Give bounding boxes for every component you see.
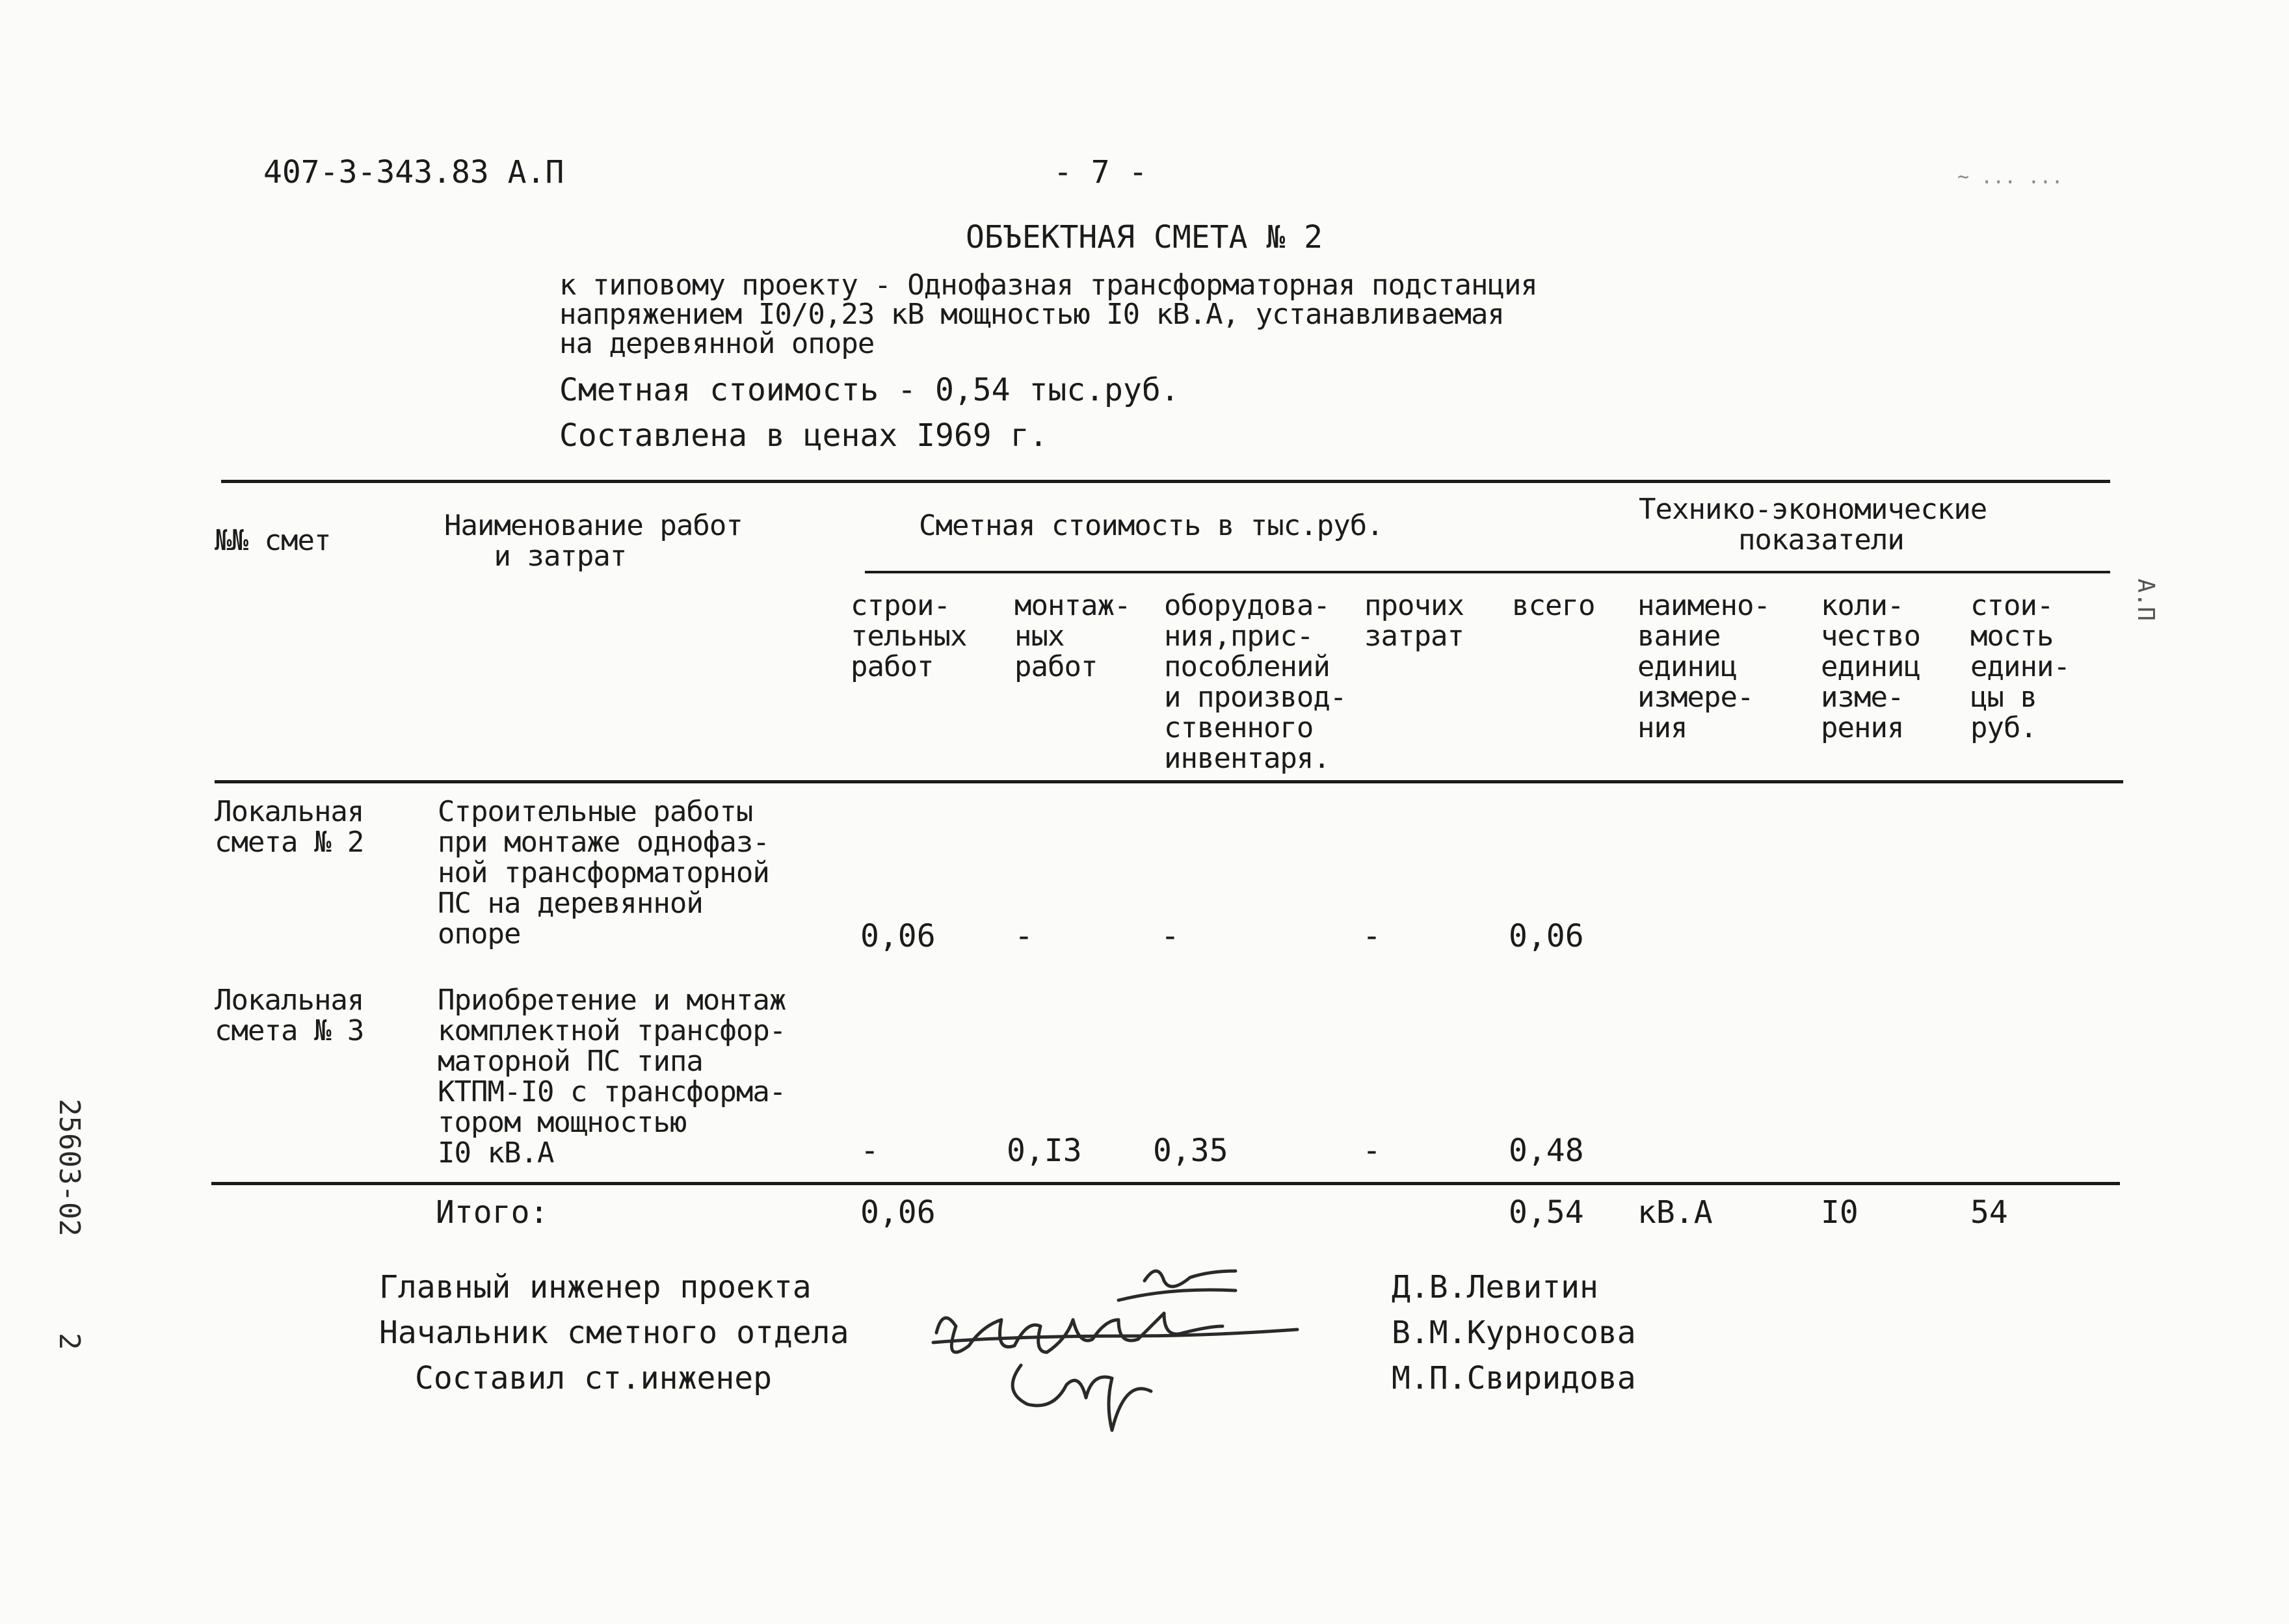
row-1-construction: 0,06 bbox=[860, 918, 936, 954]
row-1-other: - bbox=[1362, 918, 1381, 954]
row-2-total: 0,48 bbox=[1509, 1133, 1584, 1169]
row-1-estimate-number: Локальная смета № 2 bbox=[215, 795, 364, 859]
summary-total: 0,54 bbox=[1509, 1194, 1584, 1231]
summary-unit-name: кВ.А bbox=[1637, 1194, 1713, 1231]
summary-unit-cost: 54 bbox=[1970, 1194, 2008, 1231]
header-unit-cost: стои- мость едини- цы в руб. bbox=[1970, 589, 2070, 744]
margin-sheet-number: 2 bbox=[53, 1333, 86, 1350]
margin-inventory-number: 25603-02 bbox=[53, 1099, 86, 1237]
header-assembly: монтаж- ных работ bbox=[1014, 589, 1131, 683]
signature-person-estimate-head: В.М.Курносова bbox=[1392, 1315, 1636, 1351]
summary-unit-quantity: I0 bbox=[1821, 1194, 1859, 1231]
header-construction: строи- тельных работ bbox=[851, 589, 967, 683]
subtitle-line-1: к типовому проекту - Однофазная трансформаторная подстанция bbox=[559, 268, 1537, 302]
margin-album-mark: А.П bbox=[2132, 579, 2159, 622]
signature-person-senior-engineer: М.П.Свиридова bbox=[1392, 1360, 1636, 1396]
summary-label: Итого: bbox=[436, 1194, 549, 1231]
row-2-assembly: 0,I3 bbox=[1007, 1133, 1082, 1169]
page-number: - 7 - bbox=[1053, 154, 1148, 190]
estimated-cost-line: Сметная стоимость - 0,54 тыс.руб. bbox=[559, 372, 1180, 408]
subtitle-line-3: на деревянной опоре bbox=[559, 327, 875, 360]
row-2-work-name: Приобретение и монтаж комплектной трансфор- маторной ПС типа КТПМ-I0 с трансформа- тором мощностью I0 кВ.А bbox=[438, 984, 786, 1170]
header-tech-group: Технико-экономические показатели bbox=[1639, 493, 1987, 557]
row-2-other: - bbox=[1362, 1133, 1381, 1169]
row-1-equipment: - bbox=[1161, 918, 1180, 954]
document-code: 407-3-343.83 А.П bbox=[263, 154, 564, 190]
signature-role-estimate-head: Начальник сметного отдела bbox=[379, 1315, 849, 1351]
subtitle-line-2: напряжением I0/0,23 кВ мощностью I0 кВ.А, устанавливаемая bbox=[559, 298, 1504, 331]
signature-role-chief-engineer: Главный инженер проекта bbox=[379, 1269, 812, 1305]
row-2-estimate-number: Локальная смета № 3 bbox=[215, 984, 364, 1047]
header-other: прочих затрат bbox=[1364, 589, 1464, 653]
row-1-work-name: Строительные работы при монтаже однофаз- ной трансформаторной ПС на деревянной опоре bbox=[438, 795, 769, 950]
header-cost-group: Сметная стоимость в тыс.руб. bbox=[919, 509, 1383, 542]
header-group-rule bbox=[865, 571, 2110, 573]
header-equipment: оборудова- ния,прис- пособлений и производ- ственного инвентаря. bbox=[1164, 589, 1347, 775]
table-top-rule bbox=[221, 480, 2110, 483]
summary-top-rule bbox=[211, 1182, 2120, 1185]
row-2-equipment: 0,35 bbox=[1153, 1133, 1228, 1169]
row-1-total: 0,06 bbox=[1509, 918, 1584, 954]
header-work-name: Наименование работ и затрат bbox=[444, 509, 743, 573]
header-estimate-numbers: №№ смет bbox=[215, 524, 331, 557]
summary-construction: 0,06 bbox=[860, 1194, 936, 1231]
signature-person-chief-engineer: Д.В.Левитин bbox=[1392, 1269, 1598, 1305]
header-unit-name: наимено- вание единиц измере- ния bbox=[1637, 589, 1770, 744]
handwritten-signatures bbox=[923, 1255, 1327, 1450]
row-1-assembly: - bbox=[1014, 918, 1033, 954]
document-title: ОБЪЕКТНАЯ СМЕТА № 2 bbox=[966, 219, 1323, 255]
header-total: всего bbox=[1512, 589, 1595, 622]
row-2-construction: - bbox=[860, 1133, 879, 1169]
header-bottom-rule bbox=[215, 780, 2123, 783]
header-unit-quantity: коли- чество единиц изме- рения bbox=[1821, 589, 1920, 744]
signature-role-senior-engineer: Составил ст.инженер bbox=[415, 1360, 773, 1396]
corner-mark: ~ ... ... bbox=[1957, 166, 2063, 189]
price-basis-line: Составлена в ценах I969 г. bbox=[559, 417, 1048, 454]
